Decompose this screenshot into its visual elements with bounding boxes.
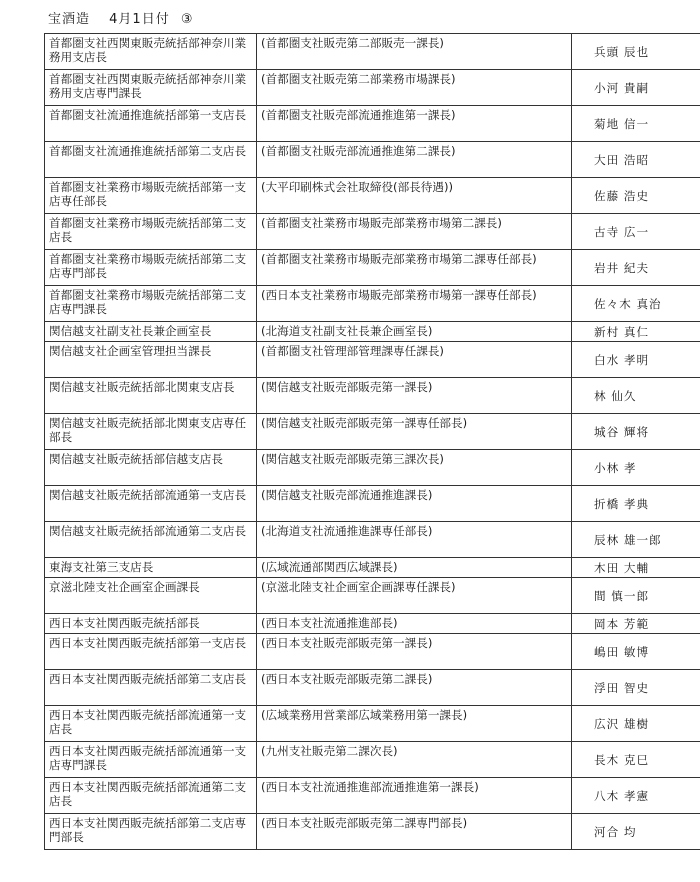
- person-name-cell: [572, 706, 700, 742]
- new-position-text: 西日本支社関西販売統括部流通第一支店長: [49, 708, 247, 736]
- new-position-text: 首都圏支社業務市場販売統括部第一支店専任部長: [49, 180, 247, 208]
- previous-position-cell: [257, 34, 572, 70]
- person-name: 古寺 広一: [594, 225, 650, 239]
- person-name: 浮田 智史: [594, 681, 650, 695]
- previous-position-cell: [257, 106, 572, 142]
- previous-position-text: (西日本支社流通推進部流通推進第一課長): [261, 780, 479, 794]
- person-name: 大田 浩昭: [594, 153, 650, 167]
- new-position-text: 東海支社第三支店長: [49, 560, 154, 574]
- person-name: 木田 大輔: [594, 561, 650, 575]
- previous-position-text: (西日本支社販売部販売第二課長): [261, 672, 433, 686]
- previous-position-text: (西日本支社業務市場販売部業務市場第一課専任部長): [261, 288, 537, 302]
- table-row: [45, 322, 700, 342]
- person-name: 長木 克巳: [594, 753, 650, 767]
- previous-position-text: (首都圏支社販売第二部業務市場課長): [261, 72, 456, 86]
- new-position-cell: [45, 214, 257, 250]
- table-row: [45, 578, 700, 614]
- person-name: 河合 均: [594, 825, 637, 839]
- table-row: [45, 34, 700, 70]
- new-position-cell: [45, 34, 257, 70]
- previous-position-text: (京滋北陸支社企画室企画課専任課長): [261, 580, 456, 594]
- new-position-text: 首都圏支社流通推進統括部第一支店長: [49, 108, 247, 122]
- previous-position-cell: [257, 778, 572, 814]
- previous-position-text: (関信越支社販売部販売第一課長): [261, 380, 433, 394]
- person-name-cell: [572, 378, 700, 414]
- new-position-cell: [45, 778, 257, 814]
- person-name-cell: [572, 34, 700, 70]
- table-row: [45, 670, 700, 706]
- personnel-table-body: [45, 34, 700, 850]
- person-name: 佐々木 真治: [594, 297, 662, 311]
- previous-position-text: (関信越支社販売部販売第一課専任部長): [261, 416, 468, 430]
- new-position-text: 西日本支社関西販売統括部第二支店専門部長: [49, 816, 247, 844]
- new-position-text: 関信越支社販売統括部流通第二支店長: [49, 524, 247, 538]
- previous-position-cell: [257, 70, 572, 106]
- personnel-table: [44, 33, 700, 850]
- previous-position-text: (西日本支社販売部販売第二課専門部長): [261, 816, 468, 830]
- person-name-cell: [572, 486, 700, 522]
- person-name-cell: [572, 670, 700, 706]
- table-row: [45, 450, 700, 486]
- new-position-text: 首都圏支社流通推進統括部第二支店長: [49, 144, 247, 158]
- new-position-cell: [45, 342, 257, 378]
- table-row: [45, 634, 700, 670]
- previous-position-text: (首都圏支社販売部流通推進第一課長): [261, 108, 456, 122]
- previous-position-text: (首都圏支社販売第二部販売一課長): [261, 36, 444, 50]
- new-position-cell: [45, 414, 257, 450]
- previous-position-text: (広域流通部関西広域課長): [261, 560, 398, 574]
- previous-position-cell: [257, 378, 572, 414]
- new-position-cell: [45, 250, 257, 286]
- new-position-text: 首都圏支社業務市場販売統括部第二支店専門課長: [49, 288, 247, 316]
- person-name: 広沢 雄樹: [594, 717, 650, 731]
- table-row: [45, 106, 700, 142]
- person-name-cell: [572, 558, 700, 578]
- previous-position-cell: [257, 286, 572, 322]
- person-name-cell: [572, 142, 700, 178]
- new-position-cell: [45, 522, 257, 558]
- new-position-cell: [45, 814, 257, 850]
- table-row: [45, 778, 700, 814]
- person-name: 折橋 孝典: [594, 497, 650, 511]
- new-position-cell: [45, 706, 257, 742]
- new-position-cell: [45, 142, 257, 178]
- person-name-cell: [572, 322, 700, 342]
- previous-position-cell: [257, 706, 572, 742]
- new-position-cell: [45, 70, 257, 106]
- previous-position-cell: [257, 342, 572, 378]
- previous-position-cell: [257, 522, 572, 558]
- table-row: [45, 286, 700, 322]
- person-name: 岩井 紀夫: [594, 261, 650, 275]
- person-name: 城谷 輝将: [594, 425, 650, 439]
- person-name: 新村 真仁: [594, 325, 650, 339]
- new-position-text: 首都圏支社西関東販売統括部神奈川業務用支店専門課長: [49, 72, 247, 100]
- new-position-text: 首都圏支社西関東販売統括部神奈川業務用支店長: [49, 36, 247, 64]
- table-row: [45, 214, 700, 250]
- person-name: 佐藤 浩史: [594, 189, 650, 203]
- person-name-cell: [572, 178, 700, 214]
- previous-position-cell: [257, 634, 572, 670]
- previous-position-text: (首都圏支社業務市場販売部業務市場第二課長): [261, 216, 502, 230]
- page-mark: ③: [180, 12, 194, 27]
- new-position-cell: [45, 578, 257, 614]
- table-row: [45, 378, 700, 414]
- previous-position-text: (広域業務用営業部広域業務用第一課長): [261, 708, 468, 722]
- new-position-cell: [45, 670, 257, 706]
- table-row: [45, 142, 700, 178]
- person-name-cell: [572, 778, 700, 814]
- person-name: 辰林 雄一郎: [594, 533, 662, 547]
- table-row: [45, 522, 700, 558]
- new-position-text: 関信越支社企画室管理担当課長: [49, 344, 212, 358]
- previous-position-text: (西日本支社流通推進部長): [261, 616, 398, 630]
- new-position-cell: [45, 450, 257, 486]
- new-position-cell: [45, 486, 257, 522]
- new-position-text: 西日本支社関西販売統括部長: [49, 616, 200, 630]
- previous-position-cell: [257, 670, 572, 706]
- person-name-cell: [572, 614, 700, 634]
- new-position-text: 西日本支社関西販売統括部流通第一支店専門課長: [49, 744, 247, 772]
- document-header: [48, 8, 194, 27]
- person-name-cell: [572, 70, 700, 106]
- person-name: 林 仙久: [594, 389, 637, 403]
- person-name-cell: [572, 342, 700, 378]
- new-position-text: 関信越支社販売統括部北関東支店専任部長: [49, 416, 247, 444]
- new-position-cell: [45, 178, 257, 214]
- new-position-cell: [45, 742, 257, 778]
- person-name: 小林 孝: [594, 461, 637, 475]
- table-row: [45, 706, 700, 742]
- table-row: [45, 614, 700, 634]
- person-name: 兵頭 辰也: [594, 45, 650, 59]
- previous-position-cell: [257, 142, 572, 178]
- person-name: 八木 孝憲: [594, 789, 650, 803]
- previous-position-cell: [257, 322, 572, 342]
- new-position-text: 首都圏支社業務市場販売統括部第二支店長: [49, 216, 247, 244]
- previous-position-text: (西日本支社販売部販売第一課長): [261, 636, 433, 650]
- new-position-cell: [45, 106, 257, 142]
- person-name-cell: [572, 578, 700, 614]
- new-position-cell: [45, 558, 257, 578]
- new-position-cell: [45, 286, 257, 322]
- previous-position-cell: [257, 558, 572, 578]
- previous-position-text: (首都圏支社業務市場販売部業務市場第二課専任部長): [261, 252, 537, 266]
- previous-position-text: (九州支社販売第二課次長): [261, 744, 398, 758]
- person-name: 岡本 芳範: [594, 617, 650, 631]
- previous-position-cell: [257, 414, 572, 450]
- previous-position-text: (関信越支社販売部販売第三課次長): [261, 452, 444, 466]
- person-name-cell: [572, 450, 700, 486]
- previous-position-cell: [257, 614, 572, 634]
- person-name-cell: [572, 106, 700, 142]
- previous-position-text: (首都圏支社管理部管理課専任課長): [261, 344, 444, 358]
- table-row: [45, 558, 700, 578]
- table-row: [45, 486, 700, 522]
- previous-position-cell: [257, 450, 572, 486]
- new-position-text: 西日本支社関西販売統括部第二支店長: [49, 672, 247, 686]
- new-position-cell: [45, 634, 257, 670]
- previous-position-text: (北海道支社流通推進課専任部長): [261, 524, 433, 538]
- person-name-cell: [572, 214, 700, 250]
- person-name-cell: [572, 742, 700, 778]
- person-name: 白水 孝明: [594, 353, 650, 367]
- person-name-cell: [572, 250, 700, 286]
- new-position-cell: [45, 614, 257, 634]
- previous-position-cell: [257, 178, 572, 214]
- person-name-cell: [572, 814, 700, 850]
- person-name: 嶋田 敏博: [594, 645, 650, 659]
- table-row: [45, 342, 700, 378]
- previous-position-cell: [257, 578, 572, 614]
- new-position-text: 関信越支社販売統括部流通第一支店長: [49, 488, 247, 502]
- person-name: 小河 貴嗣: [594, 81, 650, 95]
- new-position-text: 西日本支社関西販売統括部第一支店長: [49, 636, 247, 650]
- previous-position-text: (関信越支社販売部流通推進課長): [261, 488, 433, 502]
- new-position-cell: [45, 378, 257, 414]
- table-row: [45, 70, 700, 106]
- new-position-text: 西日本支社関西販売統括部流通第二支店長: [49, 780, 247, 808]
- table-row: [45, 814, 700, 850]
- new-position-text: 関信越支社副支社長兼企画室長: [49, 324, 212, 338]
- table-row: [45, 414, 700, 450]
- new-position-cell: [45, 322, 257, 342]
- table-row: [45, 250, 700, 286]
- new-position-text: 関信越支社販売統括部北関東支店長: [49, 380, 235, 394]
- previous-position-cell: [257, 486, 572, 522]
- previous-position-text: (大平印刷株式会社取締役(部長待遇)): [261, 180, 453, 194]
- previous-position-cell: [257, 214, 572, 250]
- person-name: 間 慎一郎: [594, 589, 650, 603]
- person-name: 菊地 信一: [594, 117, 650, 131]
- new-position-text: 京滋北陸支社企画室企画課長: [49, 580, 200, 594]
- previous-position-text: (首都圏支社販売部流通推進第二課長): [261, 144, 456, 158]
- table-row: [45, 178, 700, 214]
- previous-position-cell: [257, 742, 572, 778]
- effective-date: 4月1日付: [109, 12, 170, 27]
- previous-position-cell: [257, 814, 572, 850]
- previous-position-text: (北海道支社副支社長兼企画室長): [261, 324, 433, 338]
- previous-position-cell: [257, 250, 572, 286]
- table-row: [45, 742, 700, 778]
- person-name-cell: [572, 286, 700, 322]
- new-position-text: 首都圏支社業務市場販売統括部第二支店専門部長: [49, 252, 247, 280]
- person-name-cell: [572, 414, 700, 450]
- new-position-text: 関信越支社販売統括部信越支店長: [49, 452, 223, 466]
- company-name: 宝酒造: [48, 12, 91, 27]
- person-name-cell: [572, 634, 700, 670]
- person-name-cell: [572, 522, 700, 558]
